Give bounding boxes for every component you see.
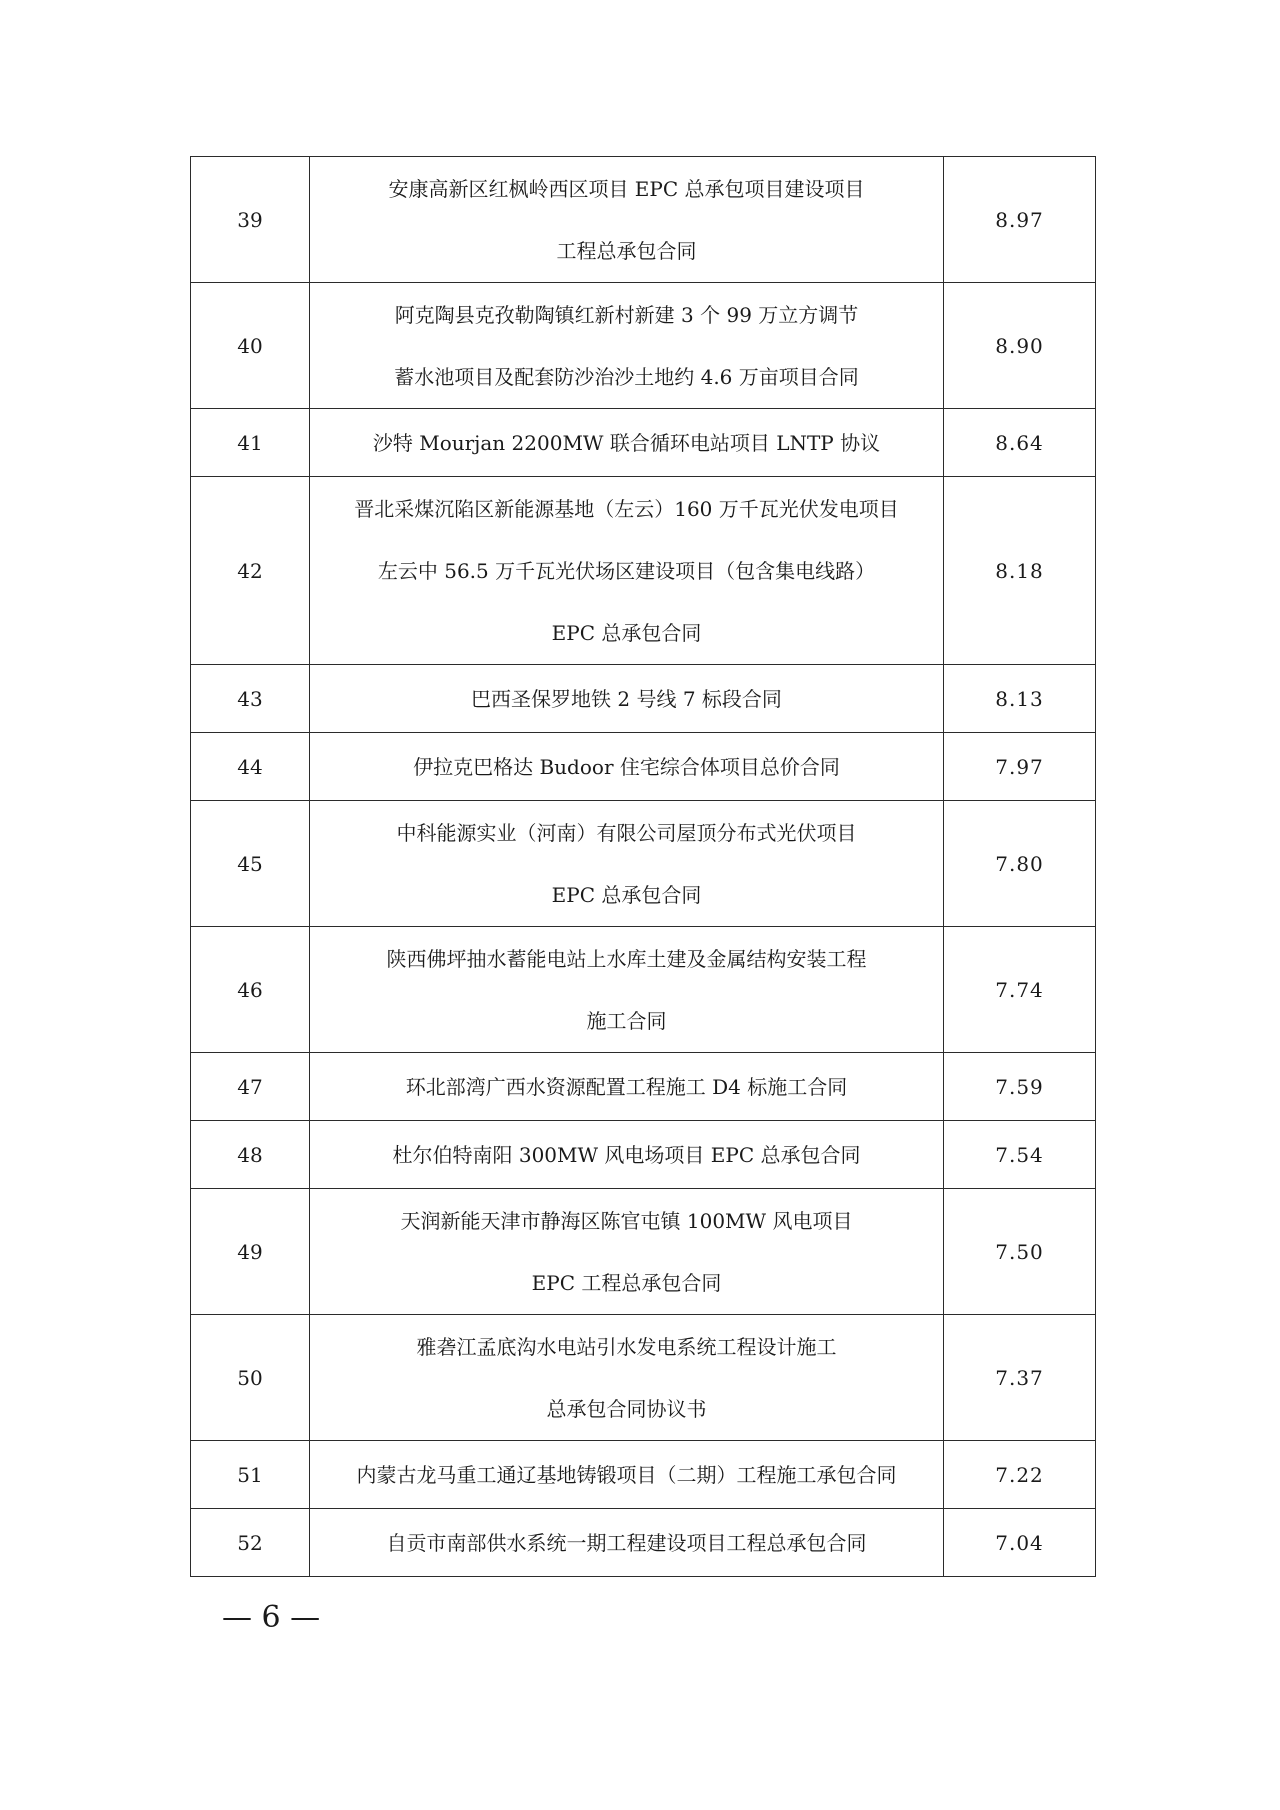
contract-name-line: EPC 总承包合同 [551,882,702,907]
table-row [191,1053,1096,1121]
contract-name-cell [310,1315,944,1441]
contract-name-cell [310,1441,944,1509]
contract-value-cell: 7.54 [944,1121,1096,1189]
table-row [191,283,1096,409]
contract-name-line: 杜尔伯特南阳 300MW 风电场项目 EPC 总承包合同 [392,1142,861,1167]
contract-name-line: EPC 总承包合同 [551,620,702,645]
table-row [191,157,1096,283]
contract-name-cell [310,927,944,1053]
contract-name-line: 陕西佛坪抽水蓄能电站上水库土建及金属结构安装工程 [386,946,867,971]
contract-value-cell: 7.59 [944,1053,1096,1121]
contract-name-line: 内蒙古龙马重工通辽基地铸锻项目（二期）工程施工承包合同 [356,1462,897,1487]
contract-value-cell: 7.74 [944,927,1096,1053]
table-row [191,1315,1096,1441]
contract-name-line: 自贡市南部供水系统一期工程建设项目工程总承包合同 [386,1530,867,1555]
contract-name-line: 施工合同 [586,1008,667,1033]
contract-name-cell [310,1509,944,1577]
contract-value-cell: 7.80 [944,801,1096,927]
table-row [191,477,1096,665]
contract-table [190,156,1096,1577]
contract-name-cell [310,283,944,409]
contract-name-line: 巴西圣保罗地铁 2 号线 7 标段合同 [471,686,782,711]
contract-name-line: 伊拉克巴格达 Budoor 住宅综合体项目总价合同 [413,754,840,779]
row-number-cell: 42 [191,477,310,665]
table-row [191,1189,1096,1315]
contract-name-line: 晋北采煤沉陷区新能源基地（左云）160 万千瓦光伏发电项目 [354,496,899,521]
contract-name-cell [310,733,944,801]
contract-name-cell [310,1121,944,1189]
contract-name-cell [310,1053,944,1121]
contract-name-line: 中科能源实业（河南）有限公司屋顶分布式光伏项目 [396,820,857,845]
row-number-cell: 46 [191,927,310,1053]
table-row [191,733,1096,801]
contract-name-line: 蓄水池项目及配套防沙治沙土地约 4.6 万亩项目合同 [394,364,859,389]
contract-value-cell: 8.64 [944,409,1096,477]
contract-name-line: 阿克陶县克孜勒陶镇红新村新建 3 个 99 万立方调节 [394,302,859,327]
row-number-cell: 43 [191,665,310,733]
table-row [191,1509,1096,1577]
row-number-cell: 41 [191,409,310,477]
page-number: — 6 — [222,1600,321,1635]
row-number-cell: 47 [191,1053,310,1121]
contract-name-cell [310,665,944,733]
contract-value-cell: 7.04 [944,1509,1096,1577]
table-row [191,1121,1096,1189]
table-row [191,409,1096,477]
contract-name-line: 天润新能天津市静海区陈官屯镇 100MW 风电项目 [400,1208,853,1233]
row-number-cell: 49 [191,1189,310,1315]
contract-value-cell: 8.18 [944,477,1096,665]
contract-value-cell: 7.97 [944,733,1096,801]
row-number-cell: 44 [191,733,310,801]
contract-name-line: 左云中 56.5 万千瓦光伏场区建设项目（包含集电线路） [377,558,876,583]
table-row [191,801,1096,927]
contract-name-line: 工程总承包合同 [556,238,697,263]
contract-name-cell [310,157,944,283]
table-row [191,927,1096,1053]
contract-name-cell [310,1189,944,1315]
contract-name-cell [310,801,944,927]
contract-value-cell: 7.50 [944,1189,1096,1315]
contract-value-cell: 8.97 [944,157,1096,283]
row-number-cell: 40 [191,283,310,409]
row-number-cell: 52 [191,1509,310,1577]
contract-value-cell: 7.22 [944,1441,1096,1509]
contract-value-cell: 7.37 [944,1315,1096,1441]
table-row [191,665,1096,733]
contract-name-line: 环北部湾广西水资源配置工程施工 D4 标施工合同 [405,1074,848,1099]
contract-name-line: 安康高新区红枫岭西区项目 EPC 总承包项目建设项目 [388,176,865,201]
table-row [191,1441,1096,1509]
contract-name-cell [310,409,944,477]
contract-name-line: EPC 工程总承包合同 [531,1270,722,1295]
contract-name-cell [310,477,944,665]
contract-name-line: 沙特 Mourjan 2200MW 联合循环电站项目 LNTP 协议 [372,430,881,455]
contract-value-cell: 8.13 [944,665,1096,733]
contract-name-line: 总承包合同协议书 [546,1396,707,1421]
contract-value-cell: 8.90 [944,283,1096,409]
row-number-cell: 50 [191,1315,310,1441]
contract-name-line: 雅砻江孟底沟水电站引水发电系统工程设计施工 [416,1334,837,1359]
row-number-cell: 45 [191,801,310,927]
row-number-cell: 39 [191,157,310,283]
contract-table-body [191,157,1096,1577]
row-number-cell: 51 [191,1441,310,1509]
row-number-cell: 48 [191,1121,310,1189]
